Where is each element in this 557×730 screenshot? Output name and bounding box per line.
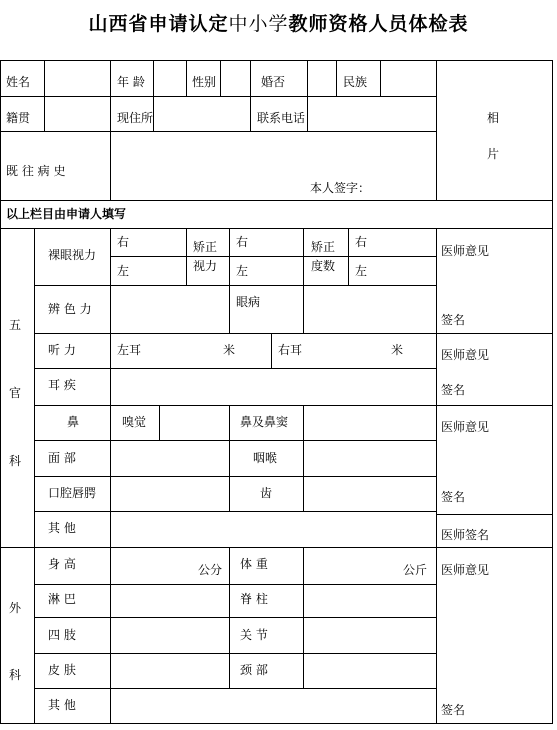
v-line — [303, 228, 304, 285]
label-facial-other: 其 他 — [48, 521, 76, 535]
h-line — [34, 333, 553, 334]
label-weight: 体 重 — [240, 557, 268, 571]
label-left-3: 左 — [355, 264, 368, 278]
doctor-sign-4: 签名 — [441, 703, 466, 717]
v-line — [186, 60, 187, 96]
h-line — [0, 200, 553, 201]
unit-kg: 公斤 — [403, 563, 428, 577]
v-line — [336, 60, 337, 96]
h-line — [34, 584, 436, 585]
v-line — [380, 60, 381, 96]
label-left-ear: 左耳 — [117, 343, 142, 357]
h-line — [0, 723, 553, 724]
title-part-3: 教师资格人员体检表 — [288, 13, 469, 35]
label-corrected-vision-2: 视力 — [193, 259, 218, 273]
label-smell: 嗅觉 — [122, 415, 147, 429]
v-line-right — [552, 60, 553, 724]
unit-cm: 公分 — [198, 563, 223, 577]
photo-label-1: 相 — [487, 111, 500, 125]
doctor-opinion-4: 医师意见 — [441, 563, 490, 577]
section-facial-2: 官 — [9, 386, 22, 400]
v-line-left — [0, 60, 1, 724]
label-ethnicity: 民族 — [343, 75, 368, 89]
v-line — [307, 60, 308, 132]
h-line — [34, 511, 436, 512]
label-corrected-vision-1: 矫正 — [193, 240, 218, 254]
h-line — [34, 285, 436, 286]
doctor-sign-3: 签名 — [441, 490, 466, 504]
label-ear-disease: 耳 疾 — [48, 378, 76, 392]
section-facial-1: 五 — [9, 318, 22, 332]
h-line — [34, 405, 553, 406]
label-right-3: 右 — [355, 235, 368, 249]
label-residence: 现住所 — [117, 111, 154, 125]
v-line — [303, 547, 304, 688]
label-spine: 脊 柱 — [240, 592, 268, 606]
title-part-2: 中小学 — [228, 13, 289, 35]
v-line — [436, 60, 437, 201]
v-line — [220, 60, 221, 96]
v-line — [250, 60, 251, 132]
label-naked-vision: 裸眼视力 — [48, 248, 97, 262]
label-left-2: 左 — [236, 264, 249, 278]
label-lymph: 淋 巴 — [48, 592, 76, 606]
h-line — [34, 653, 436, 654]
label-color-vision: 辨 色 力 — [48, 302, 92, 316]
label-face: 面 部 — [48, 451, 76, 465]
v-line — [271, 333, 272, 368]
h-line — [0, 60, 553, 61]
v-line — [153, 60, 154, 132]
label-hearing: 听 力 — [48, 343, 76, 357]
label-signature: 本人签字： — [310, 181, 371, 195]
h-line — [0, 228, 553, 229]
v-line — [229, 405, 230, 511]
label-age: 年 龄 — [117, 75, 145, 89]
label-sinus: 鼻及鼻窦 — [240, 415, 289, 429]
label-marital: 婚否 — [261, 75, 286, 89]
label-limbs: 四 肢 — [48, 628, 76, 642]
label-phone: 联系电话 — [257, 111, 306, 125]
unit-m-2: 米 — [391, 343, 404, 357]
h-line — [0, 131, 436, 132]
section-surgery-2: 科 — [9, 668, 22, 682]
doctor-sign-2: 签名 — [441, 383, 466, 397]
unit-m-1: 米 — [223, 343, 236, 357]
doctor-opinion-1: 医师意见 — [441, 244, 490, 258]
label-medical-history: 既 往 病 史 — [6, 164, 66, 178]
h-line — [110, 256, 436, 257]
label-left-1: 左 — [117, 264, 130, 278]
label-right-2: 右 — [236, 235, 249, 249]
label-origin: 籍贯 — [6, 111, 31, 125]
label-height: 身 高 — [48, 557, 76, 571]
doctor-sign-1: 签名 — [441, 313, 466, 327]
v-line — [159, 405, 160, 440]
v-line — [348, 228, 349, 285]
label-corrected-degree-1: 矫正 — [311, 240, 336, 254]
h-line — [34, 476, 436, 477]
h-line — [34, 617, 436, 618]
label-corrected-degree-2: 度数 — [311, 259, 336, 273]
v-line — [110, 228, 111, 724]
h-line — [0, 96, 436, 97]
h-line — [34, 440, 436, 441]
v-line — [303, 405, 304, 511]
doctor-opinion-3: 医师意见 — [441, 420, 490, 434]
label-joints: 关 节 — [240, 628, 268, 642]
doctor-opinion-2: 医师意见 — [441, 348, 490, 362]
h-line — [34, 368, 436, 369]
v-line — [229, 547, 230, 688]
label-nose: 鼻 — [67, 415, 80, 429]
h-line — [0, 547, 553, 548]
label-gender: 性别 — [192, 75, 217, 89]
label-throat: 咽喉 — [253, 451, 278, 465]
v-line — [229, 228, 230, 285]
label-eye-disease: 眼病 — [236, 295, 261, 309]
v-line — [303, 285, 304, 333]
h-line — [34, 688, 436, 689]
title-part-1: 山西省申请认定 — [88, 13, 229, 35]
label-oral: 口腔唇腭 — [48, 486, 97, 500]
v-line — [186, 228, 187, 285]
doctor-signature-label: 医师签名 — [441, 528, 490, 542]
label-neck: 颈 部 — [240, 663, 268, 677]
label-surgery-other: 其 他 — [48, 698, 76, 712]
v-line — [110, 60, 111, 201]
label-skin: 皮 肤 — [48, 663, 76, 677]
section-surgery-1: 外 — [9, 601, 22, 615]
photo-label-2: 片 — [487, 147, 500, 161]
label-right-ear: 右耳 — [278, 343, 303, 357]
v-line — [436, 228, 437, 724]
v-line — [229, 285, 230, 333]
label-name: 姓名 — [6, 75, 31, 89]
section-facial-3: 科 — [9, 454, 22, 468]
h-line — [436, 514, 553, 515]
applicant-note: 以上栏目由申请人填写 — [6, 207, 127, 221]
label-right-1: 右 — [117, 235, 130, 249]
label-teeth: 齿 — [260, 486, 273, 500]
v-line — [44, 60, 45, 132]
v-line — [34, 228, 35, 724]
